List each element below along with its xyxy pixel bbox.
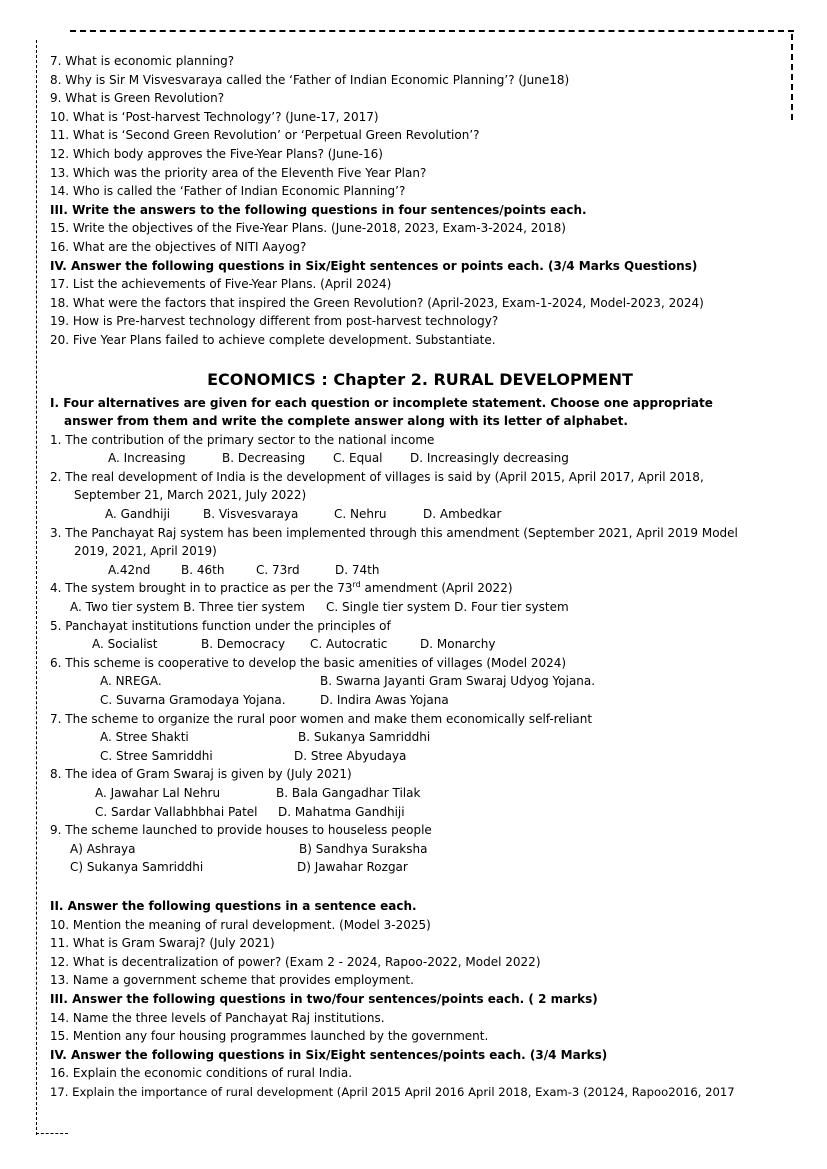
question-line: 19. How is Pre-harvest technology different from post-harvest technology? (50, 314, 499, 329)
mcq-options (50, 858, 790, 877)
mcq-options (50, 561, 790, 580)
mcq-question: 1. The contribution of the primary sector to the national income (50, 432, 435, 447)
mcq-options (50, 635, 790, 654)
option: B. Swarna Jayanti Gram Swaraj Udyog Yojana. (320, 674, 596, 689)
option: B. Democracy (201, 637, 286, 652)
mcq-question: 8. The idea of Gram Swaraj is given by (July 2021) (50, 767, 352, 782)
mcq-question: 3. The Panchayat Raj system has been implemented through this amendment (September 2021, April 2019 Model 2019, 2021, April 2019) (50, 525, 738, 559)
option: B) Sandhya Suraksha (299, 841, 428, 856)
option: D. Increasingly decreasing (410, 451, 569, 466)
mcq-options (50, 505, 790, 524)
option: A. Socialist (92, 637, 158, 652)
mcq-options (50, 747, 790, 766)
option: B. 46th (181, 562, 225, 577)
option: A) Ashraya (70, 841, 136, 856)
section-heading: IV. Answer the following questions in Six/Eight sentences or points each. (3/4 Marks Questions) (50, 258, 698, 273)
mcq-options (50, 728, 790, 747)
mcq-options (50, 784, 790, 803)
question-line: 10. What is ‘Post-harvest Technology’? (June-17, 2017) (50, 109, 379, 124)
question-line: 14. Who is called the ‘Father of Indian Economic Planning’? (50, 184, 406, 199)
spacer (50, 877, 790, 897)
option: C. Equal (333, 451, 383, 466)
section-instruction: I. Four alternatives are given for each question or incomplete statement. Choose one appropriate answer from them and write the complete answer along with its letter of alphabet. (50, 395, 713, 429)
question-line: 16. Explain the economic conditions of rural India. (50, 1066, 353, 1081)
question-text: amendment (April 2022) (360, 581, 513, 596)
option: D. Mahatma Gandhiji (278, 804, 405, 819)
question-line: 7. What is economic planning? (50, 54, 235, 68)
option: C. 73rd (256, 562, 300, 577)
chapter-title: ECONOMICS : Chapter 2. RURAL DEVELOPMENT (207, 369, 633, 389)
question-line: 11. What is ‘Second Green Revolution’ or ‘Perpetual Green Revolution’? (50, 128, 480, 143)
option: A. Increasing (108, 451, 186, 466)
section-heading: II. Answer the following questions in a sentence each. (50, 898, 417, 913)
page-border-top (70, 30, 794, 32)
mcq-question: 7. The scheme to organize the rural poor women and make them economically self-reliant (50, 711, 593, 726)
option: D) Jawahar Rozgar (297, 860, 408, 875)
option: C. Autocratic (310, 637, 388, 652)
question-line: 15. Mention any four housing programmes launched by the government. (50, 1029, 489, 1044)
question-line: 14. Name the three levels of Panchayat Raj institutions. (50, 1010, 385, 1025)
page-border-left (36, 40, 37, 1135)
option: D. Indira Awas Yojana (320, 693, 449, 707)
question-text: 4. The system brought in to practice as per the 73 (50, 581, 353, 596)
question-line: 13. Name a government scheme that provides employment. (50, 973, 414, 988)
page-border-right (791, 34, 793, 120)
page-border-bottom (36, 1133, 68, 1134)
mcq-options (50, 449, 790, 468)
option: D. Stree Abyudaya (294, 748, 407, 763)
option: A. Jawahar Lal Nehru (95, 785, 221, 800)
question-line: 16. What are the objectives of NITI Aayog? (50, 239, 307, 254)
option: A.42nd (108, 562, 151, 577)
section-heading: III. Write the answers to the following questions in four sentences/points each. (50, 202, 587, 217)
option: B. Sukanya Samriddhi (298, 730, 431, 745)
option: A. Two tier system B. Three tier system (70, 600, 305, 615)
question-line: 18. What were the factors that inspired the Green Revolution? (April-2023, Exam-1-2024, Model-2023, 2024) (50, 295, 704, 310)
mcq-question: 2. The real development of India is the development of villages is said by (April 2015, April 2017, April 2018, September 21, March 2021, July 2022) (50, 469, 704, 503)
option: C) Sukanya Samriddhi (70, 860, 204, 875)
option: C. Nehru (334, 507, 387, 522)
mcq-options (50, 598, 790, 617)
option: A. Gandhiji (105, 507, 171, 522)
question-line: 9. What is Green Revolution? (50, 91, 225, 106)
question-line: 20. Five Year Plans failed to achieve complete development. Substantiate. (50, 332, 496, 347)
option: C. Single tier system D. Four tier system (326, 600, 569, 615)
superscript: rd (352, 580, 361, 590)
question-line: 13. Which was the priority area of the Eleventh Five Year Plan? (50, 165, 427, 180)
question-line: 12. What is decentralization of power? (Exam 2 - 2024, Rapoo-2022, Model 2022) (50, 954, 541, 969)
option: C. Stree Samriddhi (100, 748, 213, 763)
section-heading: III. Answer the following questions in two/four sentences/points each. ( 2 marks) (50, 991, 598, 1006)
option: A. NREGA. (100, 674, 162, 689)
question-line: 17. Explain the importance of rural development (April 2015 April 2016 April 2018, Exam-3 (20124, Rapoo2016, 2017 (50, 1084, 735, 1099)
option: B. Bala Gangadhar Tilak (276, 785, 421, 800)
section-heading: IV. Answer the following questions in Six/Eight sentences/points each. (3/4 Marks) (50, 1047, 608, 1062)
option: C. Sardar Vallabhbhai Patel (95, 804, 258, 819)
option: A. Stree Shakti (100, 730, 189, 745)
mcq-question: 6. This scheme is cooperative to develop the basic amenities of villages (Model 2024) (50, 655, 567, 670)
question-line: 15. Write the objectives of the Five-Year Plans. (June-2018, 2023, Exam-3-2024, 2018) (50, 221, 566, 236)
mcq-options (50, 840, 790, 859)
mcq-question: 5. Panchayat institutions function under the principles of (50, 618, 391, 633)
option: C. Suvarna Gramodaya Yojana. (100, 693, 286, 707)
mcq-options (50, 691, 790, 710)
mcq-question: 9. The scheme launched to provide houses to houseless people (50, 823, 432, 838)
question-line: 8. Why is Sir M Visvesvaraya called the ‘Father of Indian Economic Planning’? (June18) (50, 72, 570, 87)
option: D. Monarchy (420, 637, 496, 652)
document-page (50, 52, 790, 1101)
question-line: 12. Which body approves the Five-Year Plans? (June-16) (50, 146, 383, 161)
question-line: 11. What is Gram Swaraj? (July 2021) (50, 936, 275, 951)
mcq-options (50, 803, 790, 822)
question-line: 10. Mention the meaning of rural development. (Model 3-2025) (50, 917, 431, 932)
question-line: 17. List the achievements of Five-Year Plans. (April 2024) (50, 277, 392, 292)
option: B. Visvesvaraya (203, 507, 299, 522)
option: D. 74th (335, 562, 380, 577)
mcq-options (50, 672, 790, 691)
option: D. Ambedkar (423, 507, 502, 522)
mcq-question (50, 579, 790, 598)
option: B. Decreasing (222, 451, 306, 466)
